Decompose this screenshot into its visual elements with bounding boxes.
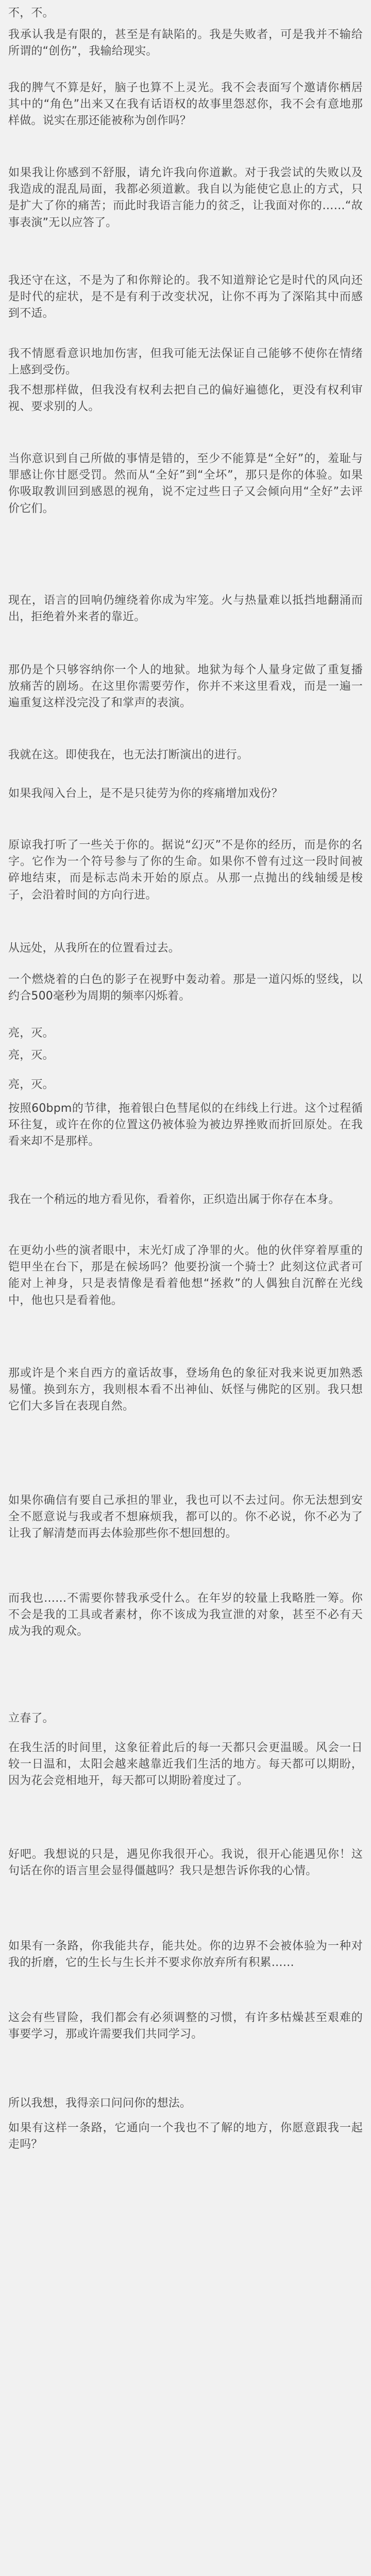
paragraph: 如果有这样一条路，它通向一个我也不了解的地方，你愿意跟我一起走吗？ [8,2122,363,2151]
paragraph: 现在，语言的回响仍缠绕着你成为牢笼。火与热量难以抵挡地翻涌而出，拒绝着外来者的靠近。 [8,594,363,624]
paragraph: 在我生活的时间里，这象征着此后的每一天都只会更温暖。风会一日较一日温和，太阳会越来越靠近我们生活的地方。每天都可以期盼，因为花会竞相地开，每天都可以期盼着度过了。 [8,1741,363,1788]
paragraph: 那仍是个只够容纳你一个人的地狱。地狱为每个人量身定做了重复播放痛苦的剧场。在这里你需要劳作，你并不来这里看戏，而是一遍一遍重复这样没完没了和掌声的表演。 [8,664,363,710]
paragraph: 而我也……不需要你替我承受什么。在年岁的较量上我略胜一筹。你不会是我的工具或者素材，你不该成为我宣泄的对象，甚至不必有天成为我的观众。 [8,1592,363,1638]
paragraph: 在更幼小些的演者眼中，末光灯成了净罪的火。他的伙伴穿着厚重的铠甲坐在台下，那是在候场吗？他要扮演一个骑士？此刻这位武者可能对上神身，只是表情像是看着他想“拯救”的人偶独自沉醉在光线中，他也只是看着他。 [8,1244,363,1307]
paragraph: 那或许是个来自西方的童话故事，登场角色的象征对我来说更加熟悉易懂。换到东方，我则根本看不出神仙、妖怪与佛陀的区别。我只想它们大多旨在表现自然。 [8,1367,363,1413]
paragraph: 不，不。 [8,7,54,20]
paragraph: 立春了。 [8,1712,54,1725]
paragraph: 原谅我打听了一些关于你的。据说“幻灭”不是你的经历，而是你的名字。它作为一个符号参与了你的生命。如果你不曾有过这一段时间被碎地结束，而是标志尚未开始的原点。从那一点抛出的线轴缓是梭子，会沿着时间的方向行进。 [8,839,363,902]
paragraph: 如果你确信有要自己承担的罪业，我也可以不去过问。你无法想到安全不愿意说与我或者不想麻烦我，都可以的。你不必说，你不必为了让我了解清楚而再去体验那些你不想回想的。 [8,1494,363,1540]
paragraph: 如果有一条路，你我能共存，能共处。你的边界不会被体验为一种对我的折磨，它的生长与生长并不要求你放弃所有积累…… [8,1940,363,1970]
paragraph: 我就在这。即使我在，也无法打断演出的进行。 [8,749,249,761]
paragraph: 我还守在这，不是为了和你辩论的。我不知道辩论它是时代的风向还是时代的症状，是不是有利于改变状况，让你不再为了深陷其中而感到不适。 [8,274,363,320]
paragraph: 我承认我是有限的，甚至是有缺陷的。我是失败者，可是我并不输给所谓的“创伤”，我输给现实。 [8,28,363,58]
paragraph: 我的脾气不算是好，脑子也算不上灵光。我不会表面写个邀请你栖居其中的“角色”出来又在我有话语权的故事里怨怼你，我不会有意地那样做。说实在那还能被称为创作吗？ [8,81,363,128]
paragraph: 按照60bpm的节律，拖着银白色彗尾似的在纬线上行进。这个过程循环往复，或许在你的位置这仍被体验为被边界挫败而折回原处。在我看来却不是那样。 [8,1102,363,1148]
paragraph: 一个燃烧着的白色的影子在视野中轰动着。那是一道闪烁的竖线，以约合500毫秒为周期的频率闪烁着。 [8,973,363,1003]
paragraph: 我不情愿看意识地加伤害，但我可能无法保证自己能够不使你在情绪上感到受伤。 [8,347,363,377]
paragraph: 如果我让你感到不舒服，请允许我向你道歉。对于我尝试的失败以及我造成的混乱局面，我都必须道歉。我自以为能使它息止的方式，只是扩大了你的痛苦；而此时我语言能力的贫乏，让我面对你的……“故事表演”无以应答了。 [8,166,363,229]
paragraph: 亮，灭。 [8,1027,54,1040]
paragraph: 我不想那样做，但我没有权利去把自己的偏好遍德化，更没有权利审视、要求别的人。 [8,384,363,414]
paragraph: 亮，灭。 [8,1078,54,1091]
paragraph: 亮，灭。 [8,1049,54,1062]
paragraph: 我在一个稍远的地方看见你，看着你，正织造出属于你存在本身。 [8,1193,340,1206]
paragraph: 好吧。我想说的只是，遇见你我很开心。我说，很开心能遇见你！这句话在你的语言里会显得僵越吗？我只是想告诉你我的心情。 [8,1848,363,1878]
paragraph: 如果我闯入台上，是不是只徒劳为你的疼痛增加戏份？ [8,787,283,800]
paragraph: 所以我想，我得亲口问问你的想法。 [8,2097,192,2110]
paragraph: 从远处，从我所在的位置看过去。 [8,942,180,955]
paragraph: 当你意识到自己所做的事情是错的，至少不能算是“全好”的，羞耻与罪感让你甘愿受罚。然而从“全好”到“全坏”，那只是你的体验。如果你吸取教训回到感恩的视角，说不定过些日子又会倾向用“全好”去评价它们。 [8,452,363,515]
paragraph: 这会有些冒险，我们都会有必须调整的习惯，有许多枯燥甚至艰难的事要学习，那或许需要我们共同学习。 [8,2011,363,2041]
